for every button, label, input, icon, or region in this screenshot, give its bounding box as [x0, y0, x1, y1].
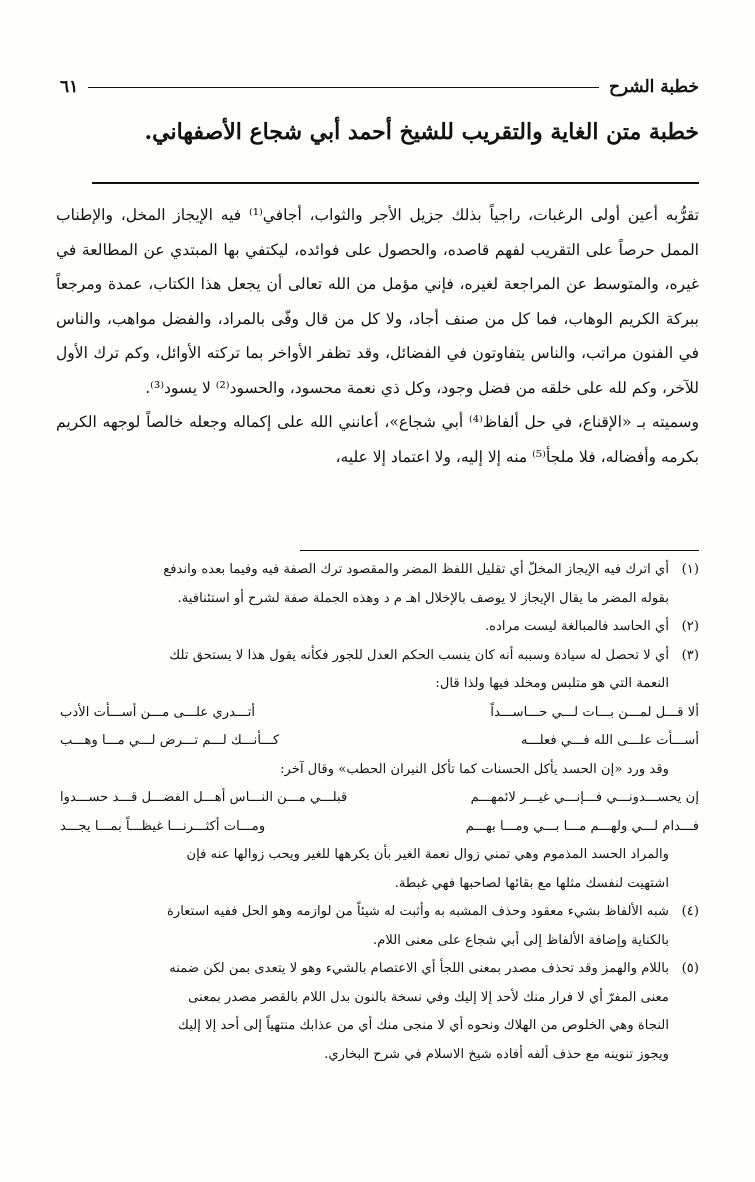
footnote-1: [56, 556, 699, 613]
paragraph-2: وسميته بـ «الإقناع، في حل ألفاظ⁽⁴⁾ أبي شجاع»، أعانني الله على إكماله وجعله خالصاً لوجهه الكريم بكرمه وأفضاله، فلا ملجأ⁽⁵⁾ منه إلا إليه، ولا اعتماد إلا عليه،: [56, 413, 699, 466]
footnote-number: (٥): [681, 961, 699, 976]
footnote-line: أي لا تحصل له سيادة وسببه أنه كان ينسب الحكم العدل للجور فكأنه يقول هذا لا يستحق تلك: [169, 647, 669, 663]
footnotes-divider: [300, 550, 699, 551]
footnote-line: والمراد الحسد المذموم وهي تمني زوال نعمة الغير بأن يكرهها للغير ويحب زوالها عنه فإن: [186, 847, 669, 862]
footnote-line: بالكناية وإضافة الألفاظ إلى أبي شجاع على معنى اللام.: [373, 932, 669, 948]
footnote-number: (١): [681, 562, 699, 577]
footnote-line: النجاة وهي الخلوص من الهلاك ونحوه أي لا منجى منك أي من عذابك منتهياً إلى أحد إلا إليك: [178, 1018, 669, 1033]
footnote-number: (٤): [681, 904, 699, 919]
verse-hemistich: كـــأنـــك لـــم تـــرض لـــي مـــا وهـــب: [60, 733, 280, 748]
footnote-line: أي اترك فيه الإيجاز المخلّ أي تقليل اللفظ المضر والمقصود ترك الصفة فيه وفيما بعده واندفع: [163, 562, 669, 577]
poem-verse: [56, 699, 699, 728]
header-rule: [88, 87, 599, 88]
verse-hemistich: أتـــدري علـــى مـــن أســـأت الأدب: [60, 704, 256, 720]
footnote-number: (٢): [681, 619, 699, 634]
verse-hemistich: إن يحســـدونـــي فـــإنـــي غيـــر لائمهـــم: [470, 790, 699, 805]
poem-verse: [56, 813, 699, 842]
footnote-line: النعمة التي هو متلبس ومخلد فيها ولذا قال:: [435, 676, 669, 691]
main-text: [56, 198, 699, 474]
footnote-line: اشتهيت لنفسك مثلها مع بقائها لصاحبها فهي غبطة.: [394, 875, 669, 891]
footnote-4: [56, 898, 699, 955]
footnote-5: [56, 955, 699, 1069]
footnote-line: أي الحاسد فالمبالغة ليست مراده.: [484, 619, 669, 634]
header-title: خطبة الشرح: [608, 77, 699, 97]
verse-hemistich: أســـأت علـــى الله فـــي فعلـــه: [520, 733, 699, 748]
footnote-line: شبه الألفاظ بشيء معقود وحذف المشبه به وأثبت له شيئاً من لوازمه وهو الحل ففيه استعارة: [167, 904, 669, 919]
footnote-number: (٣): [681, 647, 699, 663]
footnote-3: [56, 642, 699, 699]
running-header: [60, 72, 699, 102]
verse-hemistich: ألا قـــل لمـــن بـــات لـــي حـــاســـداً: [490, 704, 699, 720]
paragraph-1: تقرُّبه أعين أولى الرغبات، راجياً بذلك جزيل الأجر والثواب، أجافي⁽¹⁾ فيه الإيجاز المخل، والإطناب الممل حرصاً على التقريب لفهم قاصده، والحصول على فوائده، ليكتفي بها المبتدي عن المطالعة في غيره، والمتوسط عن المراجعة لغيره، فإني مؤمل من الله تعالى أن يجعل هذا الكتاب، عمدة ومرجعاً ببركة الكريم الوهاب، فما كل من صنف أجاد، ولا كل من قال وفّى بالمراد، والفضل مواهب، والناس في الفنون مراتب، والناس يتفاوتون في الفضائل، وقد تظفر الأواخر بما تركته الأوائل، وكم ترك الأول للآخر، وكم لله على خلقه من فضل وجود، وكل ذي نعمة محسود، والحسود⁽²⁾ لا يسود⁽³⁾.: [56, 206, 700, 397]
footnote-line: بقوله المضر ما يقال الإيجاز لا يوصف بالإخلال اهـ م د وهذه الجملة صفة لشرح أو استئنافية.: [177, 590, 669, 606]
footnote-line: باللام والهمز وقد تحذف مصدر بمعنى اللجأ أي الاعتصام بالشيء وهو لا يتعدى بمن لكن ضمنه: [169, 961, 669, 976]
verse-hemistich: ومـــات أكثـــرنـــا غيظـــاً بمـــا يجـــد: [60, 818, 266, 834]
footnote-2: [56, 613, 699, 642]
footnotes: [56, 556, 699, 1069]
verse-hemistich: قبلـــي مـــن النـــاس أهـــل الفضـــل قـــد حســـدوا: [60, 790, 348, 805]
page-number: ٦١: [60, 77, 79, 97]
footnote-line: وقد ورد «إن الحسد يأكل الحسنات كما تأكل النيران الحطب» وقال آخر:: [280, 761, 669, 777]
footnote-line: معنى المفرّ أي لا فرار منك لأحد إلا إليك وفي نسخة بالنون بدل اللام بالقصر مصدر بمعنى: [188, 989, 669, 1005]
verse-hemistich: فـــدام لـــي ولهـــم مـــا بـــي ومـــا بهـــم: [465, 818, 699, 834]
footnote-line: ويجوز تنوينه مع حذف ألفه أفاده شيخ الاسلام في شرح البخاري.: [324, 1046, 669, 1062]
poem-verse: [56, 784, 699, 813]
title-divider: [92, 182, 699, 184]
section-title: خطبة متن الغاية والتقريب للشيخ أحمد أبي شجاع الأصفهاني.: [144, 119, 699, 145]
poem-verse: [56, 727, 699, 756]
